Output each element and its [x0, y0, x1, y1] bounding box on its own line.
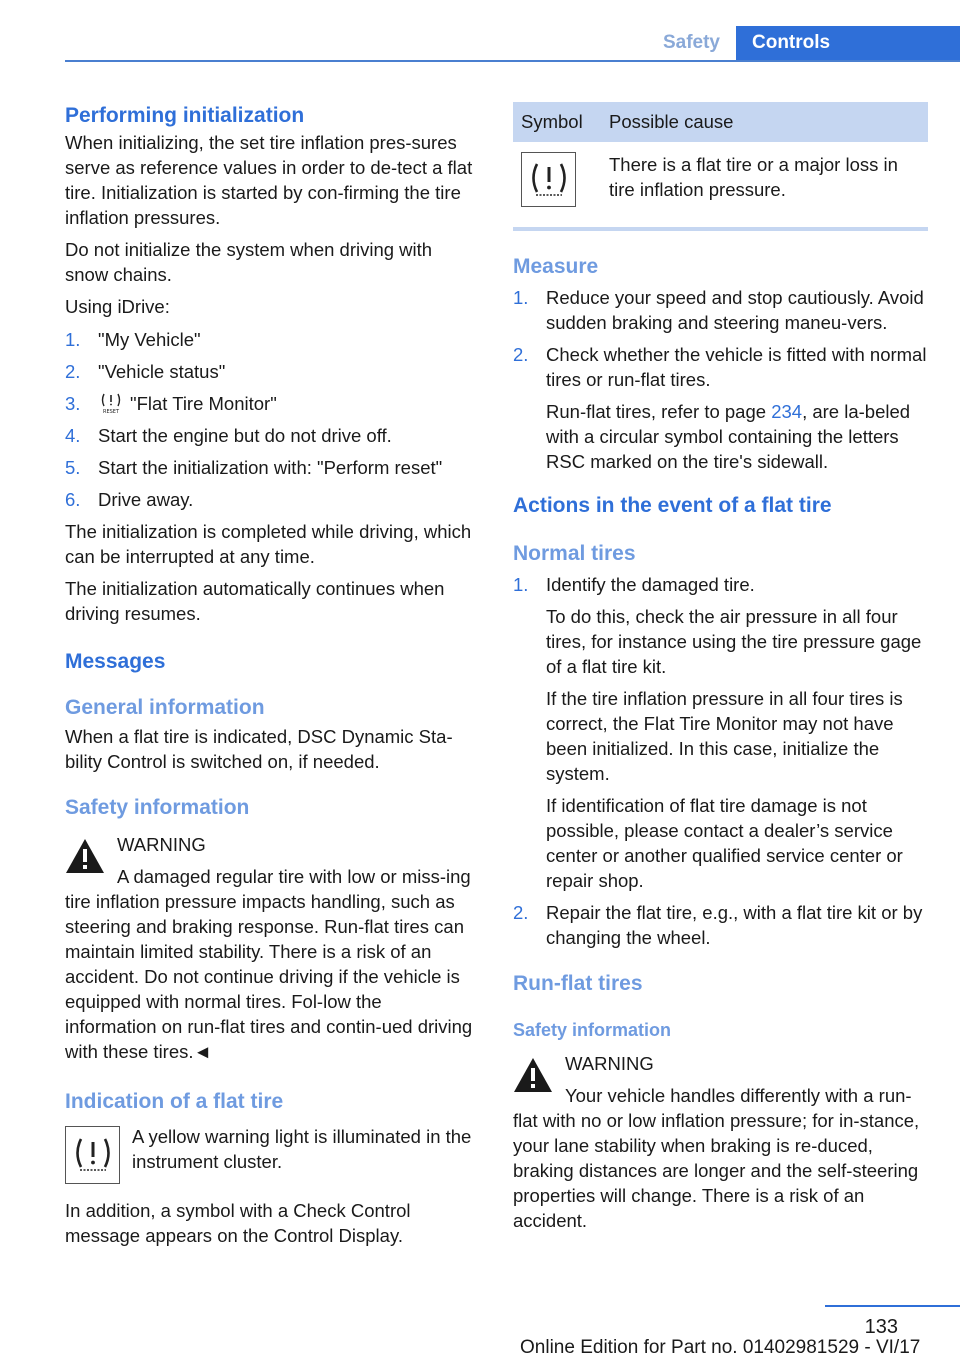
warning-title: WARNING — [565, 1053, 654, 1074]
footer-rule — [825, 1305, 960, 1307]
indication-block — [65, 1124, 477, 1190]
warning-triangle-icon — [513, 1057, 553, 1093]
page-header — [65, 26, 960, 62]
heading-normal-tires: Normal tires — [513, 542, 636, 565]
left-column — [65, 102, 477, 1255]
flat-tire-warning-icon — [65, 1126, 120, 1184]
header-rule — [65, 60, 960, 62]
paragraph: In addition, a symbol with a Check Control message appears on the Control Display. — [65, 1200, 411, 1246]
list-item: 1. "My Vehicle" — [65, 329, 201, 350]
list-item: 4. Start the engine but do not drive off. — [65, 425, 392, 446]
list-item: 2. Repair the flat tire, e.g., with a flat tire kit or by changing the wheel. — [513, 902, 923, 948]
warning-block — [513, 1049, 928, 1233]
heading-indication-flat-tire: Indication of a flat tire — [65, 1090, 284, 1113]
heading-messages: Messages — [65, 650, 166, 673]
heading-measure: Measure — [513, 255, 599, 278]
svg-text:RESET: RESET — [102, 409, 120, 414]
symbol-table — [513, 102, 928, 221]
list-item: 1. Identify the damaged tire. To do this, check the air pressure in all four tires, for instance using the tire pressure gage of a flat tire kit. If the tire inflation pressure in all four tires is correct, the Flat Tire Monitor may not have been initialized. In this case, initialize the system. If identification of flat tire damage is not possible, please contact a dealer’s service center or another qualified service center or repair shop. — [513, 574, 922, 891]
list-item: 2. Check whether the vehicle is fitted with normal tires or run-flat tires. Run-flat tires, refer to page 234, are la-beled with a circular symbol containing the letters RSC marked on the tire's sidewall. — [513, 344, 927, 472]
heading-actions-flat-tire: Actions in the event of a flat tire — [513, 494, 832, 517]
column-header-symbol: Symbol — [513, 102, 601, 142]
warning-block — [65, 830, 477, 1064]
warning-text: Your vehicle handles differently with a run-flat with no or low inflation pressure; for in-stance, your lane stability when braking is re-duced, braking distances are longer and the self-steering properties will change. There is a risk of an accident. — [513, 1085, 920, 1231]
table-row — [513, 142, 928, 221]
warning-text: A damaged regular tire with low or miss-ing tire inflation pressure impacts handling, such as steering and braking response. Run-flat tires can maintain limited stability. There is a risk of an accident. Do not continue driving if the vehicle is equipped with normal tires. Fol-low the information on run-flat tires and contin-ued driving with these tires.◄ — [65, 866, 473, 1062]
list-item: 5. Start the initialization with: "Perform reset" — [65, 457, 443, 478]
list-item: 3. RESET "Flat Tire Monitor" — [65, 393, 277, 414]
paragraph: When a flat tire is indicated, DSC Dynamic Sta-bility Control is switched on, if needed. — [65, 726, 453, 772]
edition-label: Online Edition for Part no. 01402981529 - VI/17 — [520, 1337, 921, 1358]
normal-tires-steps-list — [513, 572, 928, 950]
paragraph: Check whether the vehicle is fitted with normal tires or run-flat tires. — [546, 344, 927, 390]
heading-run-flat-tires: Run-flat tires — [513, 972, 643, 995]
flat-tire-symbol-icon — [521, 152, 576, 207]
paragraph: Using iDrive: — [65, 296, 170, 317]
paragraph: The initialization automatically continues when driving resumes. — [65, 578, 445, 624]
paragraph: The initialization is completed while driving, which can be interrupted at any time. — [65, 521, 472, 567]
list-item: 6. Drive away. — [65, 489, 194, 510]
heading-performing-initialization: Performing initialization — [65, 104, 305, 127]
paragraph: Run-flat tires, refer to page 234, are la-beled with a circular symbol containing the letters RSC marked on the tire's sidewall. — [546, 401, 911, 472]
flat-tire-reset-icon — [98, 392, 124, 414]
header-tab-safety: Safety — [662, 32, 720, 53]
page-reference-link[interactable]: 234 — [771, 401, 803, 422]
warning-triangle-icon — [65, 838, 105, 874]
heading-rf-safety-information: Safety information — [513, 1020, 672, 1040]
page-number: 133 — [864, 1316, 898, 1338]
heading-general-information: General information — [65, 696, 265, 719]
heading-safety-information: Safety information — [65, 796, 250, 819]
list-item: 1. Reduce your speed and stop cautiously. Avoid sudden braking and steering maneu-vers. — [513, 287, 924, 333]
measure-steps-list — [513, 285, 928, 474]
right-column — [513, 102, 928, 1241]
warning-title: WARNING — [117, 834, 206, 855]
idrive-steps-list — [65, 327, 477, 512]
cause-cell: There is a flat tire or a major loss in tire inflation pressure. — [609, 154, 898, 200]
table-bottom-rule — [513, 227, 928, 231]
column-header-cause: Possible cause — [601, 102, 928, 142]
table-header-row — [513, 102, 928, 142]
paragraph: Do not initialize the system when driving with snow chains. — [65, 239, 433, 285]
header-tab-controls: Controls — [736, 26, 960, 62]
paragraph: When initializing, the set tire inflation pres-sures serve as reference values in order to de-tect a flat tire. Initialization is started by con-firming the tire inflation pressures. — [65, 132, 473, 228]
paragraph: A yellow warning light is illuminated in the instrument cluster. — [132, 1126, 472, 1172]
list-item: 2. "Vehicle status" — [65, 361, 226, 382]
